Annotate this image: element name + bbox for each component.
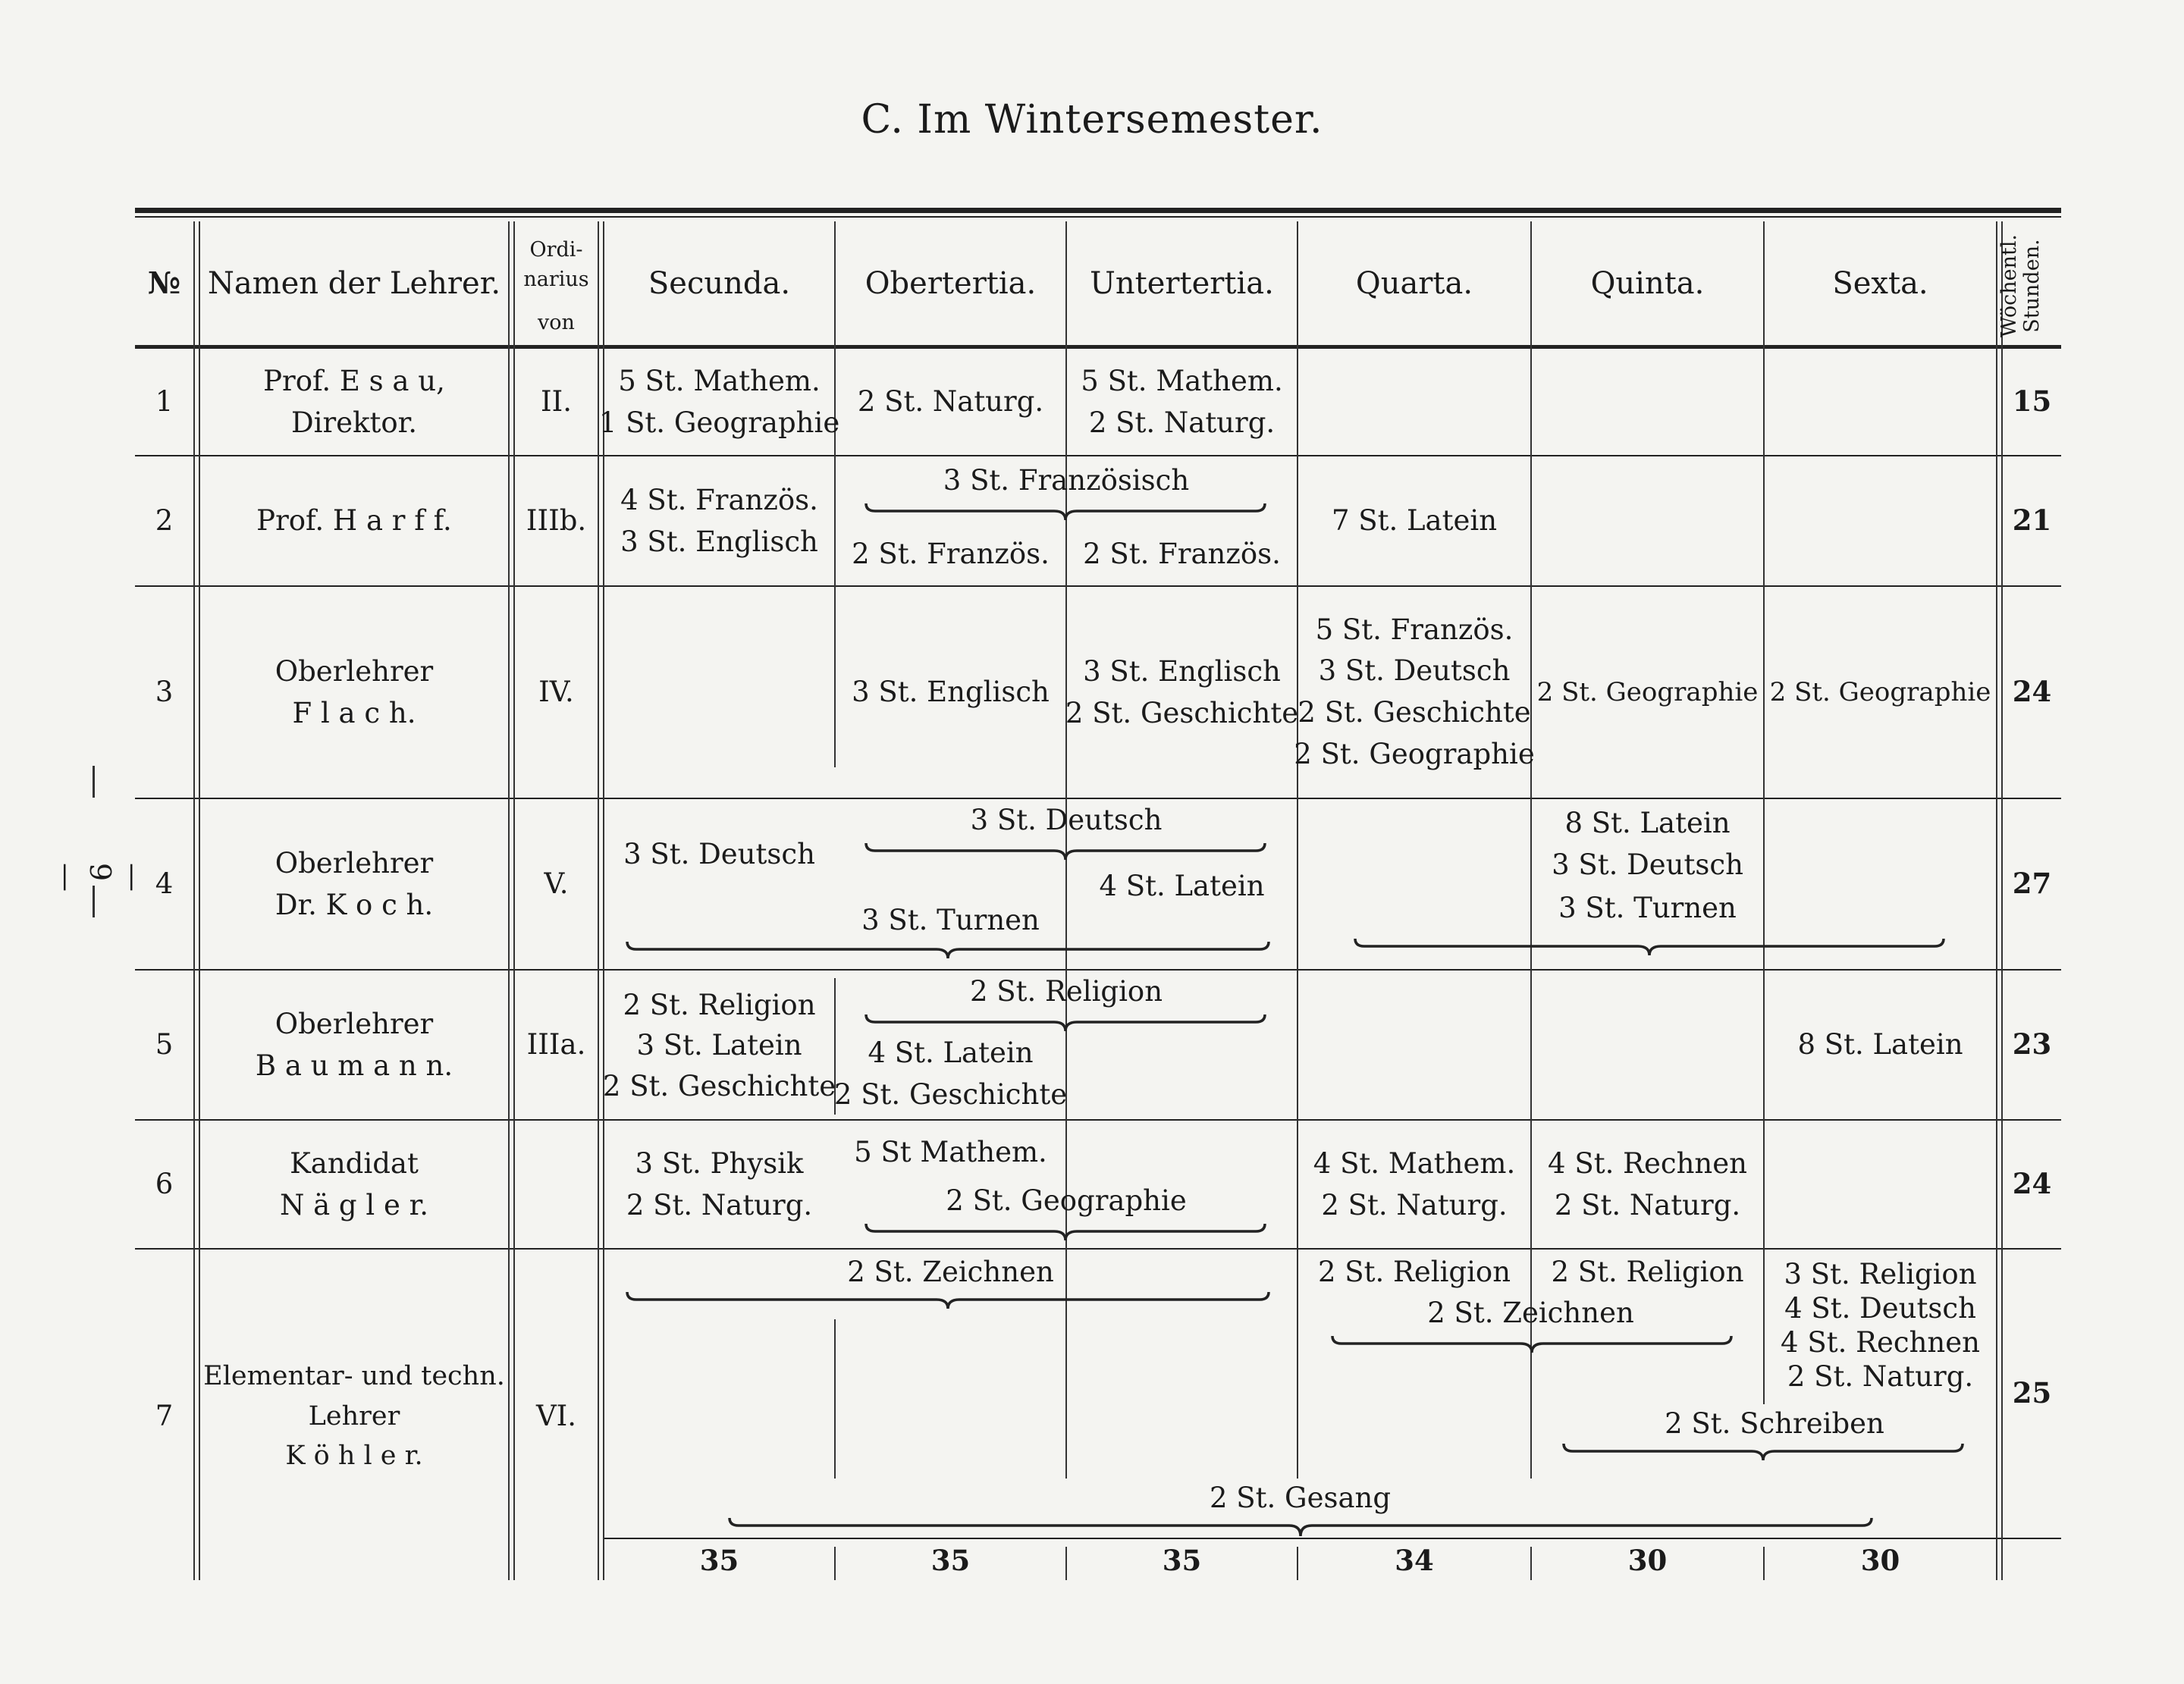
row2-untertertia: 2 St. Französ. xyxy=(1083,538,1281,571)
row7-no: 7 xyxy=(155,1400,174,1433)
row4-brace-turnen-right xyxy=(1354,937,1945,957)
header-sexta: Sexta. xyxy=(1832,265,1928,301)
header-obertertia: Obertertia. xyxy=(864,265,1037,301)
row1-name: Prof. E s a u, Direktor. xyxy=(263,364,445,439)
row2-span-franzoesisch: 3 St. Französisch xyxy=(943,464,1190,497)
row4-span-turnen-left: 3 St. Turnen xyxy=(861,904,1040,936)
row2-name: Prof. H a r f f. xyxy=(256,504,452,538)
col-rule-unter xyxy=(1297,221,1298,1479)
row3-obertertia: 3 St. Englisch xyxy=(852,676,1050,709)
top-thin-rule xyxy=(135,216,2061,218)
total-quinta: 30 xyxy=(1627,1544,1668,1578)
row6-no: 6 xyxy=(155,1168,174,1201)
row7-brace-zeichnen-left xyxy=(626,1290,1270,1310)
col-rule-sec-3 xyxy=(834,1319,836,1479)
row7-brace-schreiben xyxy=(1562,1442,1964,1462)
row4-brace-deutsch xyxy=(864,842,1266,861)
row2-obertertia: 2 St. Französ. xyxy=(852,538,1050,571)
row7-ordinarius: VI. xyxy=(535,1400,577,1433)
row7-hours: 25 xyxy=(2012,1376,2052,1410)
row7-brace-gesang xyxy=(728,1516,1873,1538)
row5-brace xyxy=(864,1013,1266,1033)
row3-sexta: 2 St. Geographie xyxy=(1769,676,1991,707)
row4-span-deutsch: 3 St. Deutsch xyxy=(970,804,1163,836)
row2-no: 2 xyxy=(155,504,174,538)
row2-brace xyxy=(864,502,1266,522)
row1-ordinarius: II. xyxy=(541,385,572,419)
row6-quarta: 4 St. Mathem. 2 St. Naturg. xyxy=(1313,1146,1516,1221)
total-secunda: 35 xyxy=(699,1544,739,1578)
row7-span-gesang: 2 St. Gesang xyxy=(1209,1482,1392,1514)
row7-sexta: 3 St. Religion 4 St. Deutsch 4 St. Rechnen 2 St. Naturg. xyxy=(1781,1257,1980,1394)
header-quinta: Quinta. xyxy=(1590,265,1705,301)
col-rule-quinta xyxy=(1763,221,1765,1404)
row4-untertertia: 4 St. Latein xyxy=(1099,870,1265,903)
row1-no: 1 xyxy=(155,385,174,419)
row1-untertertia: 5 St. Mathem. 2 St. Naturg. xyxy=(1081,364,1283,439)
header-untertertia: Untertertia. xyxy=(1090,265,1274,301)
row7-brace-zeichnen-right xyxy=(1331,1334,1733,1354)
total-quarta: 34 xyxy=(1395,1544,1434,1578)
row4-name: Oberlehrer Dr. K o c h. xyxy=(275,846,434,921)
row3-quinta: 2 St. Geographie xyxy=(1536,676,1759,707)
row4-quinta: 8 St. Latein 3 St. Deutsch xyxy=(1552,806,1743,881)
header-no: № xyxy=(147,265,181,301)
total-untertertia: 35 xyxy=(1162,1544,1202,1578)
total-obertertia: 35 xyxy=(930,1544,971,1578)
row4-secunda: 3 St. Deutsch xyxy=(623,838,815,871)
row5-hours: 23 xyxy=(2012,1027,2052,1062)
row7-name: Elementar- und techn. Lehrer K ö h l e r. xyxy=(203,1361,505,1472)
row4-ordinarius: V. xyxy=(544,867,569,901)
row3-quarta: 5 St. Französ. 3 St. Deutsch 2 St. Geschichte 2 St. Geographie xyxy=(1294,613,1535,770)
row4-brace-turnen-left xyxy=(626,940,1270,960)
row6-name: Kandidat N ä g l e r. xyxy=(279,1146,429,1221)
row7-span-schreiben: 2 St. Schreiben xyxy=(1665,1407,1884,1440)
page-number xyxy=(50,766,150,917)
header-quarta: Quarta. xyxy=(1355,265,1473,301)
page-title: C. Im Wintersemester. xyxy=(861,97,1323,143)
row6-brace xyxy=(864,1222,1266,1242)
row7-span-zeichnen-right: 2 St. Zeichnen xyxy=(1427,1297,1634,1329)
row1-obertertia: 2 St. Naturg. xyxy=(857,385,1044,419)
top-thick-rule xyxy=(135,208,2061,213)
row6-quinta: 4 St. Rechnen 2 St. Naturg. xyxy=(1548,1146,1747,1221)
row5-no: 5 xyxy=(155,1028,174,1062)
row7-quinta: 2 St. Religion xyxy=(1551,1256,1744,1288)
row6-secunda: 3 St. Physik 2 St. Naturg. xyxy=(626,1146,813,1221)
row6-hours: 24 xyxy=(2012,1167,2052,1201)
row1-secunda: 5 St. Mathem. 1 St. Geographie xyxy=(598,364,840,439)
row4-span-turnen-right: 3 St. Turnen xyxy=(1558,892,1737,924)
total-sexta: 30 xyxy=(1860,1544,1900,1578)
row6-ordinarius xyxy=(515,1121,598,1248)
col-rule-sexta xyxy=(1996,221,1997,1580)
row1-hours: 15 xyxy=(2012,384,2052,419)
col-rule-name xyxy=(508,221,510,1580)
row5-ordinarius: IIIa. xyxy=(526,1028,586,1062)
page-number-text: — 9 — xyxy=(50,863,150,892)
row2-quarta: 7 St. Latein xyxy=(1331,504,1498,538)
row4-hours: 27 xyxy=(2012,867,2052,901)
row6-span-geographie: 2 St. Geographie xyxy=(946,1184,1187,1217)
row3-name: Oberlehrer F l a c h. xyxy=(275,654,434,729)
row3-untertertia: 3 St. Englisch 2 St. Geschichte xyxy=(1065,654,1299,729)
row5-obertertia: 4 St. Latein 2 St. Geschichte xyxy=(833,1036,1068,1111)
header-weekly-hours: Wöchentl. Stunden. xyxy=(1997,234,2044,338)
row6-obertertia: 5 St Mathem. xyxy=(854,1136,1047,1168)
row2-secunda: 4 St. Französ. 3 St. Englisch xyxy=(620,483,818,558)
row2-hours: 21 xyxy=(2012,503,2052,538)
header-secunda: Secunda. xyxy=(648,265,791,301)
row2-ordinarius: IIIb. xyxy=(526,504,587,538)
header-ordinarius: Ordi- narius von xyxy=(523,237,589,335)
row5-span-religion: 2 St. Religion xyxy=(969,975,1163,1008)
row3-hours: 24 xyxy=(2012,675,2052,709)
row7-quarta: 2 St. Religion xyxy=(1317,1256,1511,1288)
row3-ordinarius: IV. xyxy=(538,676,574,709)
row5-name: Oberlehrer B a u m a n n. xyxy=(255,1007,453,1082)
row3-no: 3 xyxy=(155,676,174,709)
row7-span-zeichnen-left: 2 St. Zeichnen xyxy=(847,1256,1054,1288)
header-names: Namen der Lehrer. xyxy=(207,265,501,301)
row4-no: 4 xyxy=(155,867,174,901)
row5-secunda: 2 St. Religion 3 St. Latein 2 St. Geschichte xyxy=(602,988,836,1102)
row5-sexta: 8 St. Latein xyxy=(1797,1028,1963,1062)
col-rule-no xyxy=(193,221,195,1580)
